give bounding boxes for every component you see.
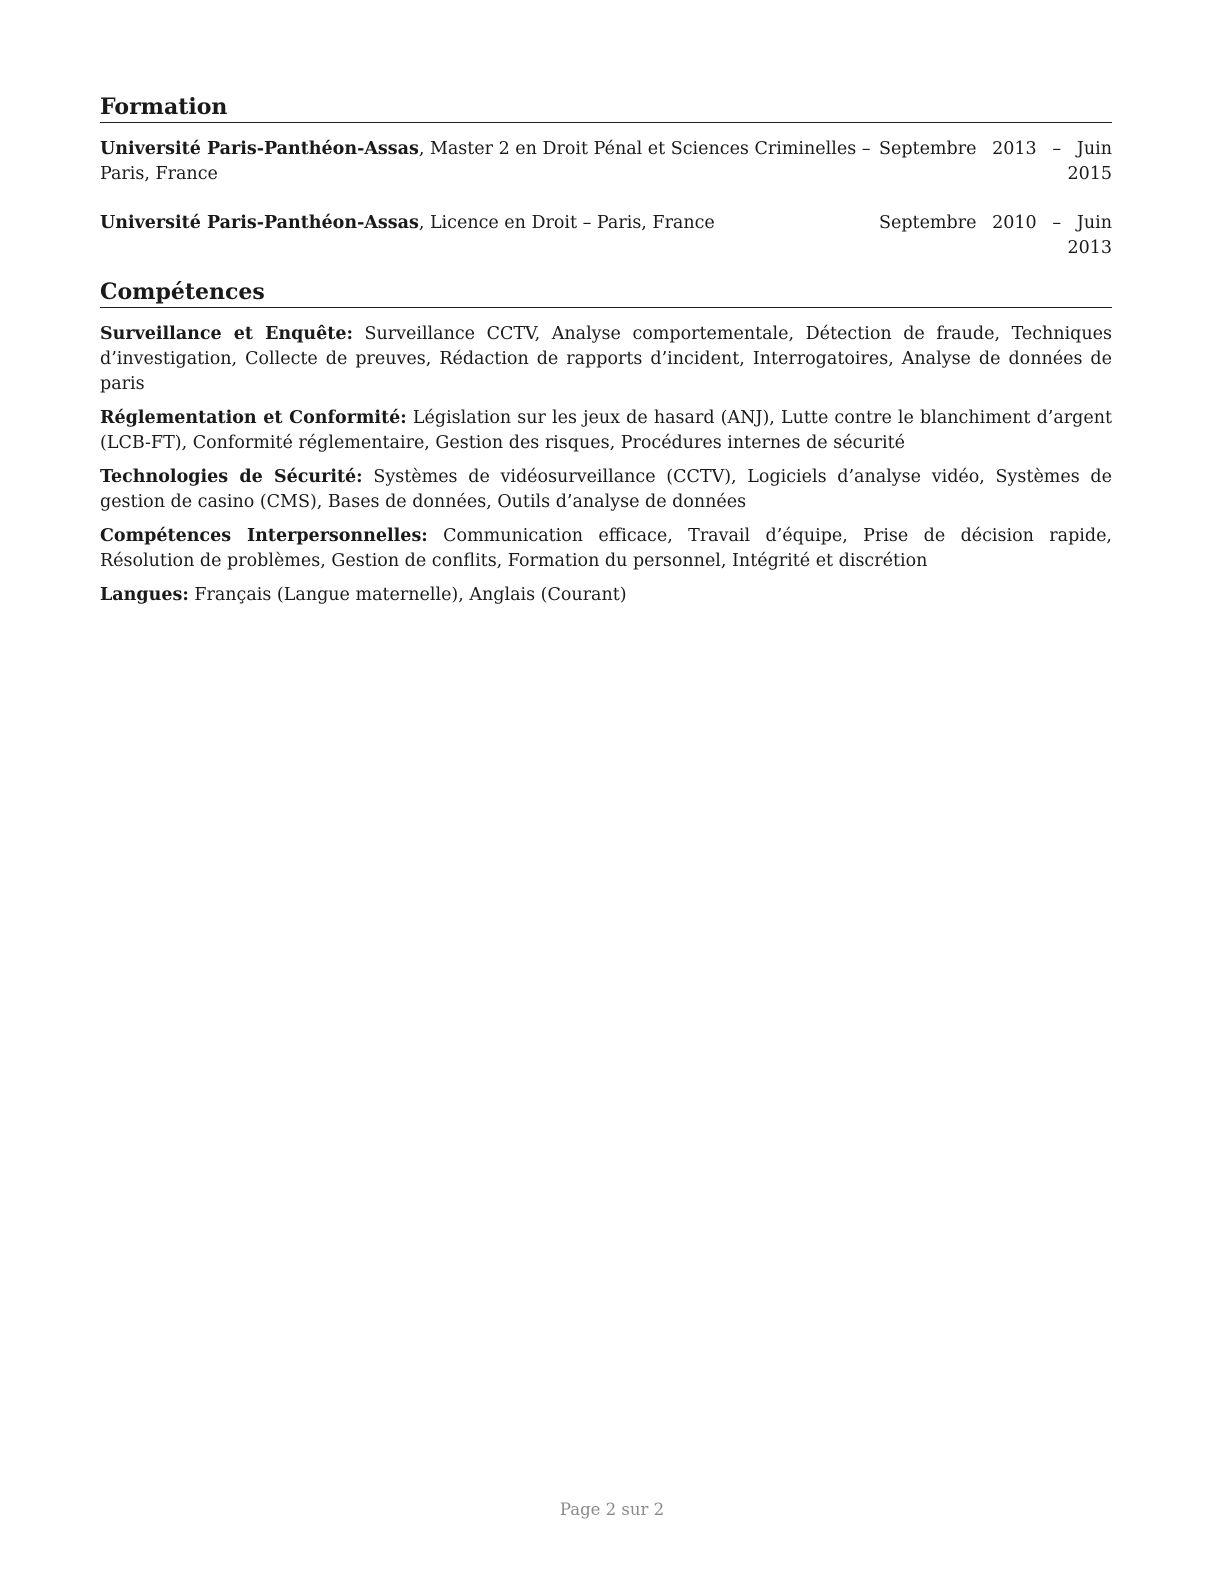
- education-degree: , Master 2 en Droit Pénal et Sciences Criminelles – Paris, France: [100, 139, 871, 184]
- skill-text: Communication efficace, Travail d’équipe, Prise de décision rapide, Résolution de problèmes, Gestion de conflits, Formation du personnel, Intégrité et discrétion: [100, 526, 1112, 571]
- education-school: Université Paris-Panthéon-Assas: [100, 213, 419, 233]
- formation-heading: Formation: [100, 92, 1112, 123]
- skill-label: Technologies de Sécurité:: [100, 467, 363, 487]
- education-description: [100, 211, 879, 236]
- skill-text: Législation sur les jeux de hasard (ANJ), Lutte contre le blanchiment d’argent (LCB-FT), Conformité réglementaire, Gestion des risques, Procédures internes de sécurité: [100, 408, 1113, 453]
- skill-item: [100, 524, 1112, 574]
- page-number: Page 2 sur 2: [559, 1500, 665, 1519]
- competences-section: [100, 277, 1112, 608]
- competences-heading: Compétences: [100, 277, 1112, 308]
- skill-label: Langues:: [100, 585, 189, 605]
- skill-item: [100, 465, 1112, 515]
- skill-label: Compétences Interpersonnelles:: [100, 526, 428, 546]
- skill-text: Français (Langue maternelle), Anglais (Courant): [188, 585, 627, 605]
- education-dates: Septembre 2010 – Juin 2013: [879, 213, 1112, 258]
- resume-page-content: [100, 92, 1112, 617]
- skill-text: Surveillance CCTV, Analyse comportementale, Détection de fraude, Techniques d’investigation, Collecte de preuves, Rédaction de rapports d’incident, Interrogatoires, Analyse de données de paris: [100, 324, 1112, 394]
- education-entry: [100, 211, 1112, 261]
- education-entry: [100, 137, 1112, 187]
- skill-label: Surveillance et Enquête:: [100, 324, 353, 344]
- formation-section: [100, 92, 1112, 261]
- education-degree: , Licence en Droit – Paris, France: [418, 213, 715, 233]
- skill-item: [100, 406, 1112, 456]
- education-dates: Septembre 2013 – Juin 2015: [879, 139, 1112, 184]
- skill-label: Réglementation et Conformité:: [100, 408, 407, 428]
- skill-text: Systèmes de vidéosurveillance (CCTV), Logiciels d’analyse vidéo, Systèmes de gestion de casino (CMS), Bases de données, Outils d’analyse de données: [100, 467, 1112, 512]
- skill-item: [100, 322, 1112, 397]
- skill-item: [100, 583, 1112, 608]
- education-school: Université Paris-Panthéon-Assas: [100, 139, 419, 159]
- education-description: [100, 137, 879, 187]
